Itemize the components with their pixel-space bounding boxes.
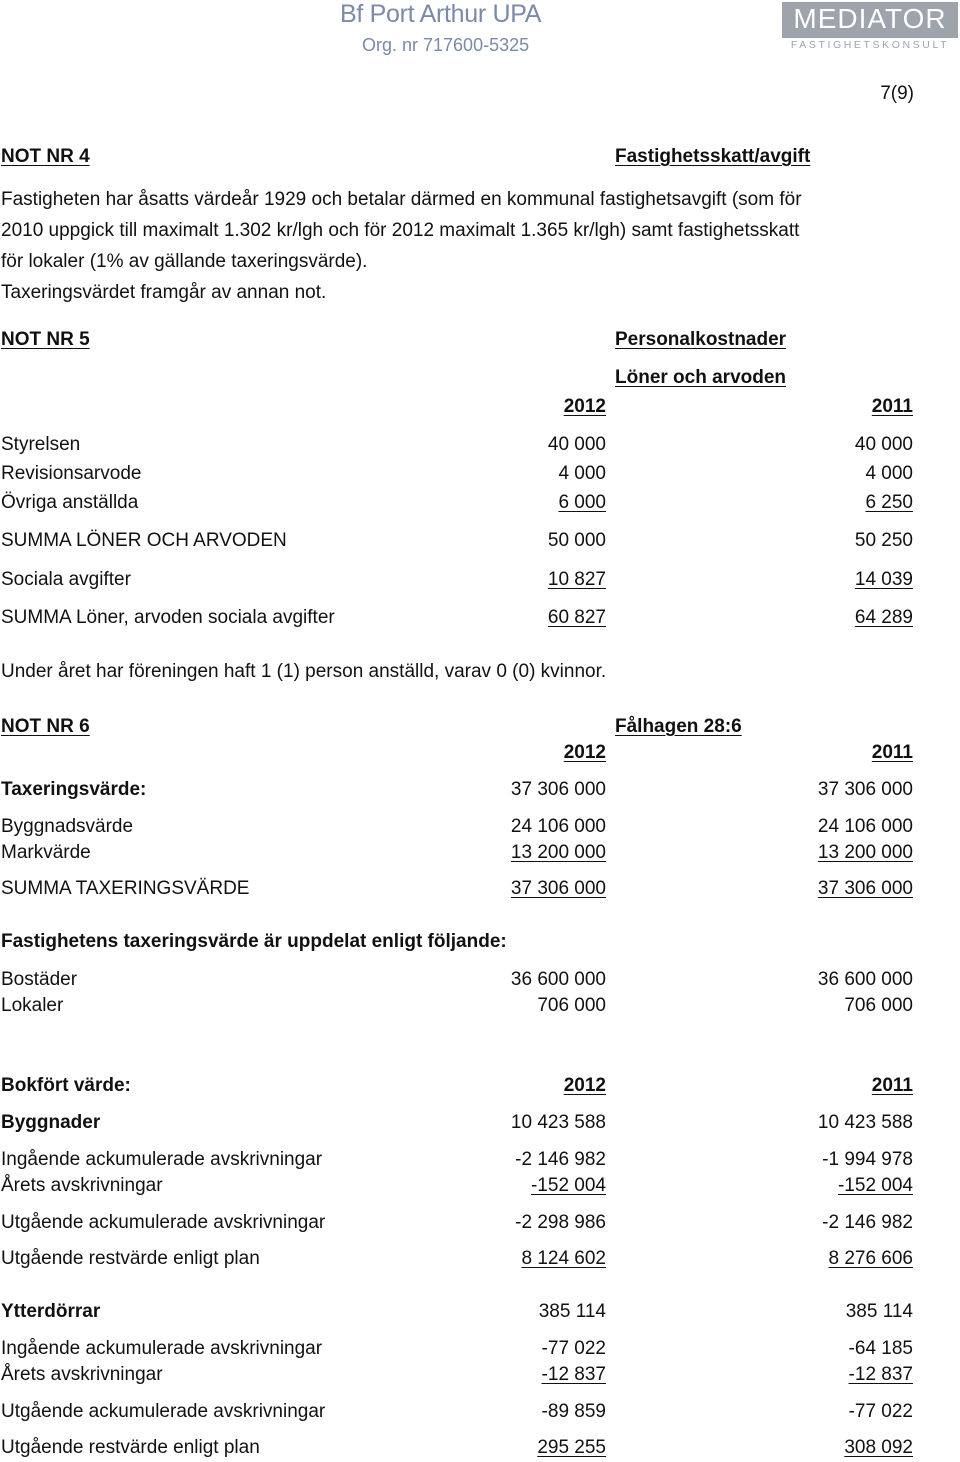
split-row-2012: 706 000 bbox=[537, 995, 606, 1016]
note5-row-2011: 4 000 bbox=[865, 463, 913, 484]
door-row-label: Utgående ackumulerade avskrivningar bbox=[1, 1401, 326, 1422]
note5-title: NOT NR 5 bbox=[1, 329, 90, 350]
note5-row-2011: 64 289 bbox=[854, 607, 913, 628]
note5-row-label: SUMMA LÖNER OCH ARVODEN bbox=[1, 530, 287, 551]
door-row-label: Ytterdörrar bbox=[1, 1301, 101, 1322]
building-row-2011: 10 423 588 bbox=[817, 1112, 913, 1133]
note5-footnote: Under året har föreningen haft 1 (1) person anställd, varav 0 (0) kvinnor. bbox=[1, 661, 607, 682]
door-row-label: Ingående ackumulerade avskrivningar bbox=[1, 1338, 323, 1359]
note5-row-2012: 6 000 bbox=[558, 492, 606, 513]
note6-title: NOT NR 6 bbox=[1, 716, 90, 737]
split-heading: Fastighetens taxeringsvärde är uppdelat enligt följande: bbox=[1, 931, 507, 952]
note4-line: 2010 uppgick till maximalt 1.302 kr/lgh och för 2012 maximalt 1.365 kr/lgh) samt fastighetsskatt bbox=[1, 220, 800, 241]
note5-row-2012: 4 000 bbox=[558, 463, 606, 484]
door-row-2011: 308 092 bbox=[844, 1437, 913, 1458]
building-row-2012: -152 004 bbox=[530, 1175, 606, 1196]
note4-paragraph bbox=[1, 184, 931, 308]
tax-row-2012: 37 306 000 bbox=[510, 779, 606, 800]
note5-row-2012: 50 000 bbox=[547, 530, 606, 551]
building-row-label: Byggnader bbox=[1, 1112, 101, 1133]
mediator-logo bbox=[782, 2, 958, 54]
door-row-2011: 385 114 bbox=[845, 1301, 913, 1322]
tax-row-2012: 24 106 000 bbox=[510, 816, 606, 837]
note4-line: för lokaler (1% av gällande taxeringsvärde). bbox=[1, 251, 368, 272]
tax-row-label: Byggnadsvärde bbox=[1, 816, 134, 837]
note5-row-2011: 6 250 bbox=[865, 492, 913, 513]
book-col-2011: 2011 bbox=[871, 1075, 913, 1096]
note6-heading: Fålhagen 28:6 bbox=[615, 716, 742, 737]
split-row-2012: 36 600 000 bbox=[510, 969, 606, 990]
note5-row-2011: 40 000 bbox=[854, 434, 913, 455]
tax-row-2011: 13 200 000 bbox=[817, 842, 913, 863]
note5-row-label: Övriga anställda bbox=[1, 492, 139, 513]
tax-row-label: Taxeringsvärde: bbox=[1, 779, 147, 800]
building-row-2012: 10 423 588 bbox=[510, 1112, 606, 1133]
note4-title: NOT NR 4 bbox=[1, 146, 90, 167]
note6-col-2012: 2012 bbox=[563, 742, 606, 763]
split-row-2011: 706 000 bbox=[844, 995, 913, 1016]
building-row-label: Ingående ackumulerade avskrivningar bbox=[1, 1149, 323, 1170]
note6-col-2011: 2011 bbox=[871, 742, 913, 763]
door-row-2011: -64 185 bbox=[848, 1338, 913, 1359]
building-row-label: Utgående ackumulerade avskrivningar bbox=[1, 1212, 326, 1233]
building-row-2011: -2 146 982 bbox=[822, 1212, 913, 1233]
note5-col-2012: 2012 bbox=[563, 396, 606, 417]
note5-row-label: Sociala avgifter bbox=[1, 569, 131, 590]
door-row-2011: -77 022 bbox=[848, 1401, 913, 1422]
door-row-2012: -89 859 bbox=[541, 1401, 606, 1422]
note5-subheading: Löner och arvoden bbox=[615, 367, 787, 388]
tax-row-2012: 13 200 000 bbox=[510, 842, 606, 863]
door-row-2012: 385 114 bbox=[538, 1301, 606, 1322]
tax-row-2011: 37 306 000 bbox=[817, 779, 913, 800]
building-row-2012: 8 124 602 bbox=[521, 1248, 606, 1269]
split-row-label: Bostäder bbox=[1, 969, 78, 990]
note5-row-2012: 40 000 bbox=[547, 434, 606, 455]
split-row-label: Lokaler bbox=[1, 995, 64, 1016]
note4-line: Taxeringsvärdet framgår av annan not. bbox=[1, 282, 327, 303]
building-row-label: Årets avskrivningar bbox=[1, 1175, 163, 1196]
building-row-2012: -2 298 986 bbox=[515, 1212, 606, 1233]
page-number: 7(9) bbox=[880, 83, 914, 104]
door-row-2012: 295 255 bbox=[537, 1437, 606, 1458]
door-row-label: Utgående restvärde enligt plan bbox=[1, 1437, 260, 1458]
note5-row-2012: 60 827 bbox=[547, 607, 606, 628]
note5-row-label: SUMMA Löner, arvoden sociala avgifter bbox=[1, 607, 335, 628]
note5-row-2012: 10 827 bbox=[547, 569, 606, 590]
note5-heading: Personalkostnader bbox=[615, 329, 787, 350]
door-row-2011: -12 837 bbox=[848, 1364, 913, 1385]
note4-line: Fastigheten har åsatts värdeår 1929 och betalar därmed en kommunal fastighetsavgift (som för bbox=[1, 189, 802, 210]
building-row-2011: -1 994 978 bbox=[822, 1149, 913, 1170]
tax-row-label: SUMMA TAXERINGSVÄRDE bbox=[1, 878, 250, 899]
note5-row-2011: 14 039 bbox=[854, 569, 913, 590]
logo-main-text: MEDIATOR bbox=[793, 3, 947, 34]
tax-row-label: Markvärde bbox=[1, 842, 91, 863]
tax-row-2011: 37 306 000 bbox=[817, 878, 913, 899]
door-row-label: Årets avskrivningar bbox=[1, 1364, 163, 1385]
note4-heading: Fastighetsskatt/avgift bbox=[615, 146, 811, 167]
tax-row-2011: 24 106 000 bbox=[817, 816, 913, 837]
company-name: Bf Port Arthur UPA bbox=[340, 0, 542, 28]
building-row-2011: -152 004 bbox=[837, 1175, 913, 1196]
door-row-2012: -77 022 bbox=[541, 1338, 606, 1359]
note5-row-label: Revisionsarvode bbox=[1, 463, 142, 484]
building-row-2012: -2 146 982 bbox=[515, 1149, 606, 1170]
book-col-2012: 2012 bbox=[563, 1075, 606, 1096]
book-heading: Bokfört värde: bbox=[1, 1075, 131, 1096]
note5-row-label: Styrelsen bbox=[1, 434, 81, 455]
note5-col-2011: 2011 bbox=[871, 396, 913, 417]
building-row-label: Utgående restvärde enligt plan bbox=[1, 1248, 260, 1269]
door-row-2012: -12 837 bbox=[541, 1364, 606, 1385]
org-number: Org. nr 717600-5325 bbox=[362, 35, 530, 55]
building-row-2011: 8 276 606 bbox=[828, 1248, 913, 1269]
logo-sub-text: FASTIGHETSKONSULT bbox=[790, 39, 950, 51]
tax-row-2012: 37 306 000 bbox=[510, 878, 606, 899]
note5-row-2011: 50 250 bbox=[854, 530, 913, 551]
split-row-2011: 36 600 000 bbox=[817, 969, 913, 990]
